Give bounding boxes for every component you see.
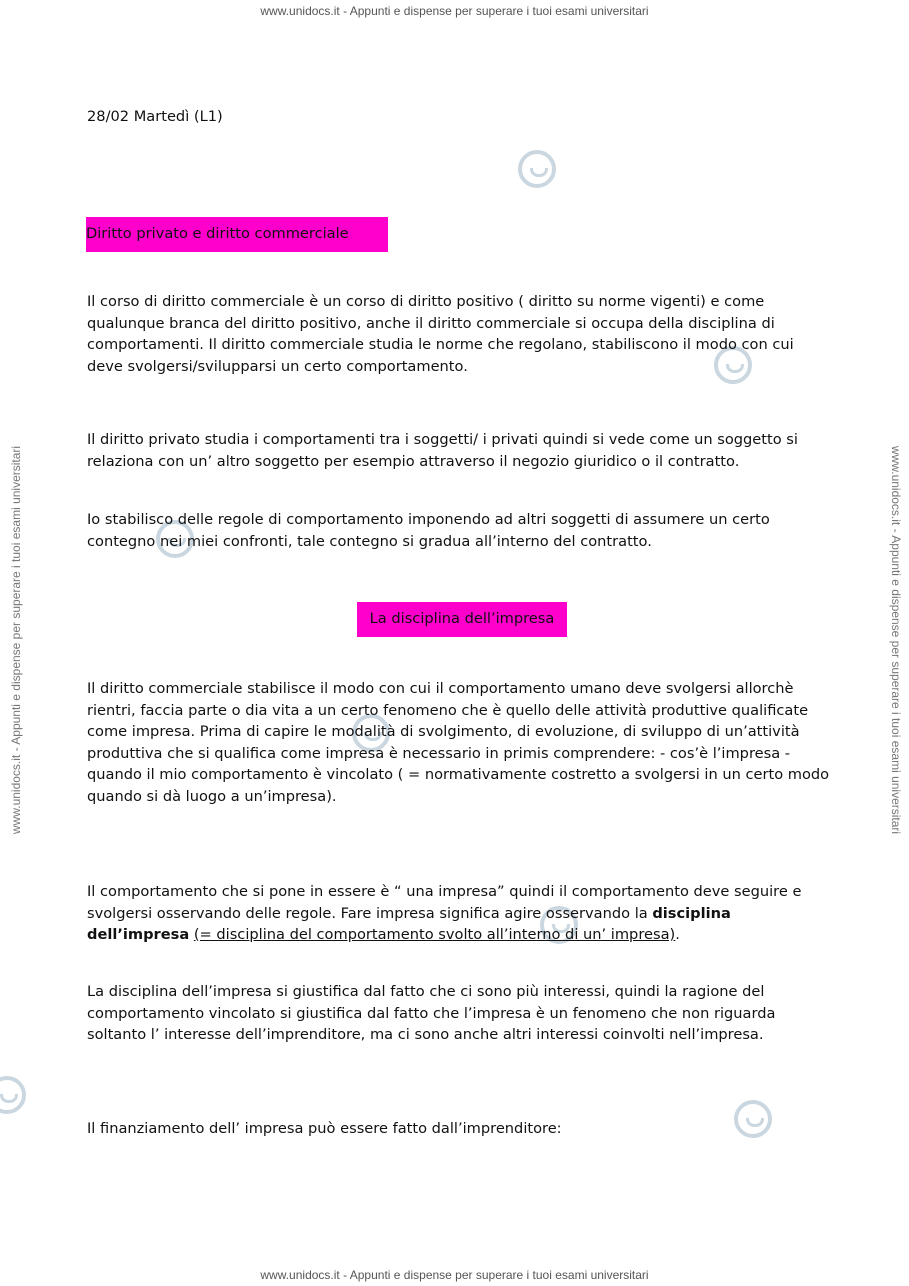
watermark-left: www.unidocs.it - Appunti e dispense per superare i tuoi esami universitari [9, 445, 23, 835]
paragraph-comportamento-impresa [87, 881, 832, 946]
section-heading-disciplina-impresa: La disciplina dell’impresa [357, 602, 567, 637]
watermark-right: www.unidocs.it - Appunti e dispense per superare i tuoi esami universitari [889, 445, 903, 835]
paragraph-regole-comportamento: Io stabilisco delle regole di comportamento imponendo ad altri soggetti di assumere un certo contegno nei miei confronti, tale contegno si gradua all’interno del contratto. [87, 511, 770, 550]
section-heading-diritto-privato: Diritto privato e diritto commerciale [86, 217, 388, 252]
para5-text-start: Il comportamento che si pone in essere è “ una impresa” quindi il comportamento deve seguire e svolgersi osservando delle regole. Fare impresa significa agire osservando la [87, 883, 802, 922]
paragraph-interessi-impresa: La disciplina dell’impresa si giustifica dal fatto che ci sono più interessi, quindi la ragione del comportamento vincolato si giustifica dal fatto che l’impresa è un fenomeno che non riguarda soltanto l’ interesse dell’imprenditore, ma ci sono anche altri interessi coinvolti nell’impresa. [87, 983, 776, 1043]
para5-text-end: . [675, 926, 680, 943]
para5-bold-term: disciplina dell’impresa [87, 904, 731, 943]
unidocs-logo-icon [0, 1076, 26, 1114]
watermark-top: www.unidocs.it - Appunti e dispense per superare i tuoi esami universitari [260, 4, 649, 18]
unidocs-logo-icon [518, 150, 556, 188]
paragraph-diritto-commerciale-impresa: Il diritto commerciale stabilisce il modo con cui il comportamento umano deve svolgersi allorchè rientri, faccia parte o dia vita a un certo fenomeno che è quello delle attività produttive qualificate come impresa. Prima di capire le modalità di svolgimento, di evoluzione, di sviluppo di un’attività produttiva che si qualifica come impresa è necessario in primis comprendere: - cos’è l’impresa - quando il mio comportamento è vincolato ( = normativamente costretto a svolgersi in un certo modo quando si dà luogo a un’impresa). [87, 680, 830, 805]
para5-underlined-definition: (= disciplina del comportamento svolto all’interno di un’ impresa) [193, 926, 676, 943]
lecture-date: 28/02 Martedì (L1) [87, 108, 223, 125]
watermark-bottom: www.unidocs.it - Appunti e dispense per superare i tuoi esami universitari [260, 1268, 649, 1282]
paragraph-diritto-privato: Il diritto privato studia i comportamenti tra i soggetti/ i privati quindi si vede come un soggetto si relaziona con un’ altro soggetto per esempio attraverso il negozio giuridico o il contratto. [87, 431, 798, 470]
paragraph-corso-diritto-commerciale: Il corso di diritto commerciale è un corso di diritto positivo ( diritto su norme vigenti) e come qualunque branca del diritto positivo, anche il diritto commerciale si occupa della disciplina di comportamenti. Il diritto commerciale studia le norme che regolano, stabiliscono il modo con cui deve svolgersi/svilupparsi un certo comportamento. [87, 293, 794, 375]
paragraph-finanziamento: Il finanziamento dell’ impresa può essere fatto dall’imprenditore: [87, 1120, 562, 1137]
